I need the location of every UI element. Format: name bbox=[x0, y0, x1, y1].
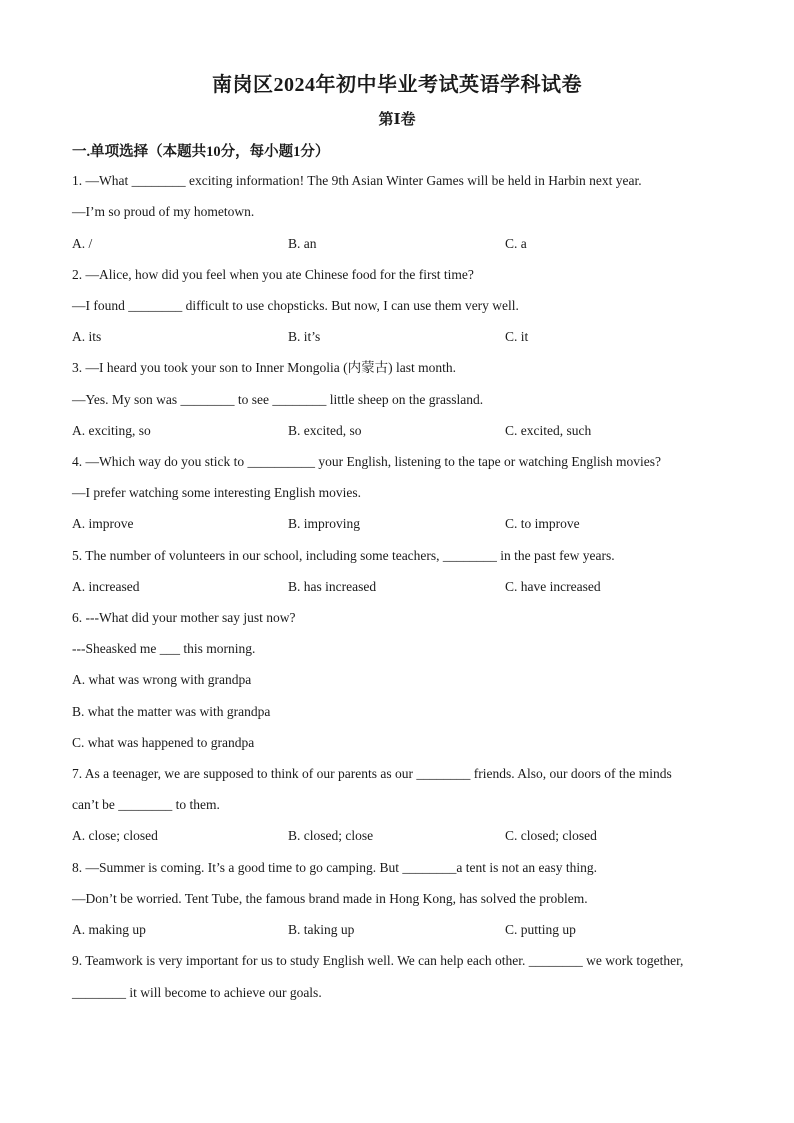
q1-line-1: 1. —What ________ exciting information! The 9th Asian Winter Games will be held in Harbin next year. bbox=[72, 173, 642, 188]
q1-line-2: —I’m so proud of my hometown. bbox=[72, 204, 255, 219]
q1-option-a: A. / bbox=[72, 236, 93, 251]
q4-option-a: A. improve bbox=[72, 516, 134, 531]
q2-option-b: B. it’s bbox=[288, 329, 321, 344]
q8-option-b: B. taking up bbox=[288, 922, 355, 937]
q6-option-a: A. what was wrong with grandpa bbox=[72, 672, 252, 687]
q1-option-b: B. an bbox=[288, 236, 317, 251]
q9-line-2: ________ it will become to achieve our goals. bbox=[72, 985, 322, 1000]
q2-option-c: C. it bbox=[505, 329, 529, 344]
q5-line-1: 5. The number of volunteers in our school, including some teachers, ________ in the past few years. bbox=[72, 548, 615, 563]
q7-option-c: C. closed; closed bbox=[505, 828, 597, 843]
page-subtitle: 第Ⅰ卷 bbox=[378, 112, 416, 128]
q8-line-2: —Don’t be worried. Tent Tube, the famous brand made in Hong Kong, has solved the problem. bbox=[72, 891, 588, 906]
q2-option-a: A. its bbox=[72, 329, 102, 344]
q7-line-2: can’t be ________ to them. bbox=[72, 797, 220, 812]
page-title: 南岗区2024年初中毕业考试英语学科试卷 bbox=[212, 74, 582, 96]
q8-option-c: C. putting up bbox=[505, 922, 576, 937]
q6-option-c: C. what was happened to grandpa bbox=[72, 735, 255, 750]
q1-option-c: C. a bbox=[505, 236, 527, 251]
q3-option-c: C. excited, such bbox=[505, 423, 592, 438]
q2-line-1: 2. —Alice, how did you feel when you ate Chinese food for the first time? bbox=[72, 267, 474, 282]
q9-line-1: 9. Teamwork is very important for us to study English well. We can help each other. ________ we work together, bbox=[72, 953, 684, 968]
q8-line-1: 8. —Summer is coming. It’s a good time to go camping. But ________a tent is not an easy thing. bbox=[72, 860, 597, 875]
q6-option-b: B. what the matter was with grandpa bbox=[72, 704, 271, 719]
q5-option-c: C. have increased bbox=[505, 579, 601, 594]
q3-option-a: A. exciting, so bbox=[72, 423, 151, 438]
q3-option-b: B. excited, so bbox=[288, 423, 362, 438]
q3-line-2: —Yes. My son was ________ to see ________ little sheep on the grassland. bbox=[72, 392, 484, 407]
q6-line-2: ---Sheasked me ___ this morning. bbox=[72, 641, 256, 656]
q4-option-b: B. improving bbox=[288, 516, 361, 531]
q3-line-1: 3. —I heard you took your son to Inner Mongolia (内蒙古) last month. bbox=[72, 360, 456, 375]
q7-line-1: 7. As a teenager, we are supposed to think of our parents as our ________ friends. Also, our doors of the minds bbox=[72, 766, 672, 781]
q2-line-2: —I found ________ difficult to use chopsticks. But now, I can use them very well. bbox=[72, 298, 519, 313]
q4-line-1: 4. —Which way do you stick to __________ your English, listening to the tape or watching English movies? bbox=[72, 454, 662, 469]
q6-line-1: 6. ---What did your mother say just now? bbox=[72, 610, 296, 625]
q8-option-a: A. making up bbox=[72, 922, 146, 937]
q7-option-a: A. close; closed bbox=[72, 828, 158, 843]
q7-option-b: B. closed; close bbox=[288, 828, 374, 843]
q4-line-2: —I prefer watching some interesting English movies. bbox=[72, 485, 362, 500]
q4-option-c: C. to improve bbox=[505, 516, 580, 531]
section-heading: 一.单项选择（本题共10分，每小题1分） bbox=[72, 144, 330, 160]
q5-option-b: B. has increased bbox=[288, 579, 377, 594]
q5-option-a: A. increased bbox=[72, 579, 140, 594]
